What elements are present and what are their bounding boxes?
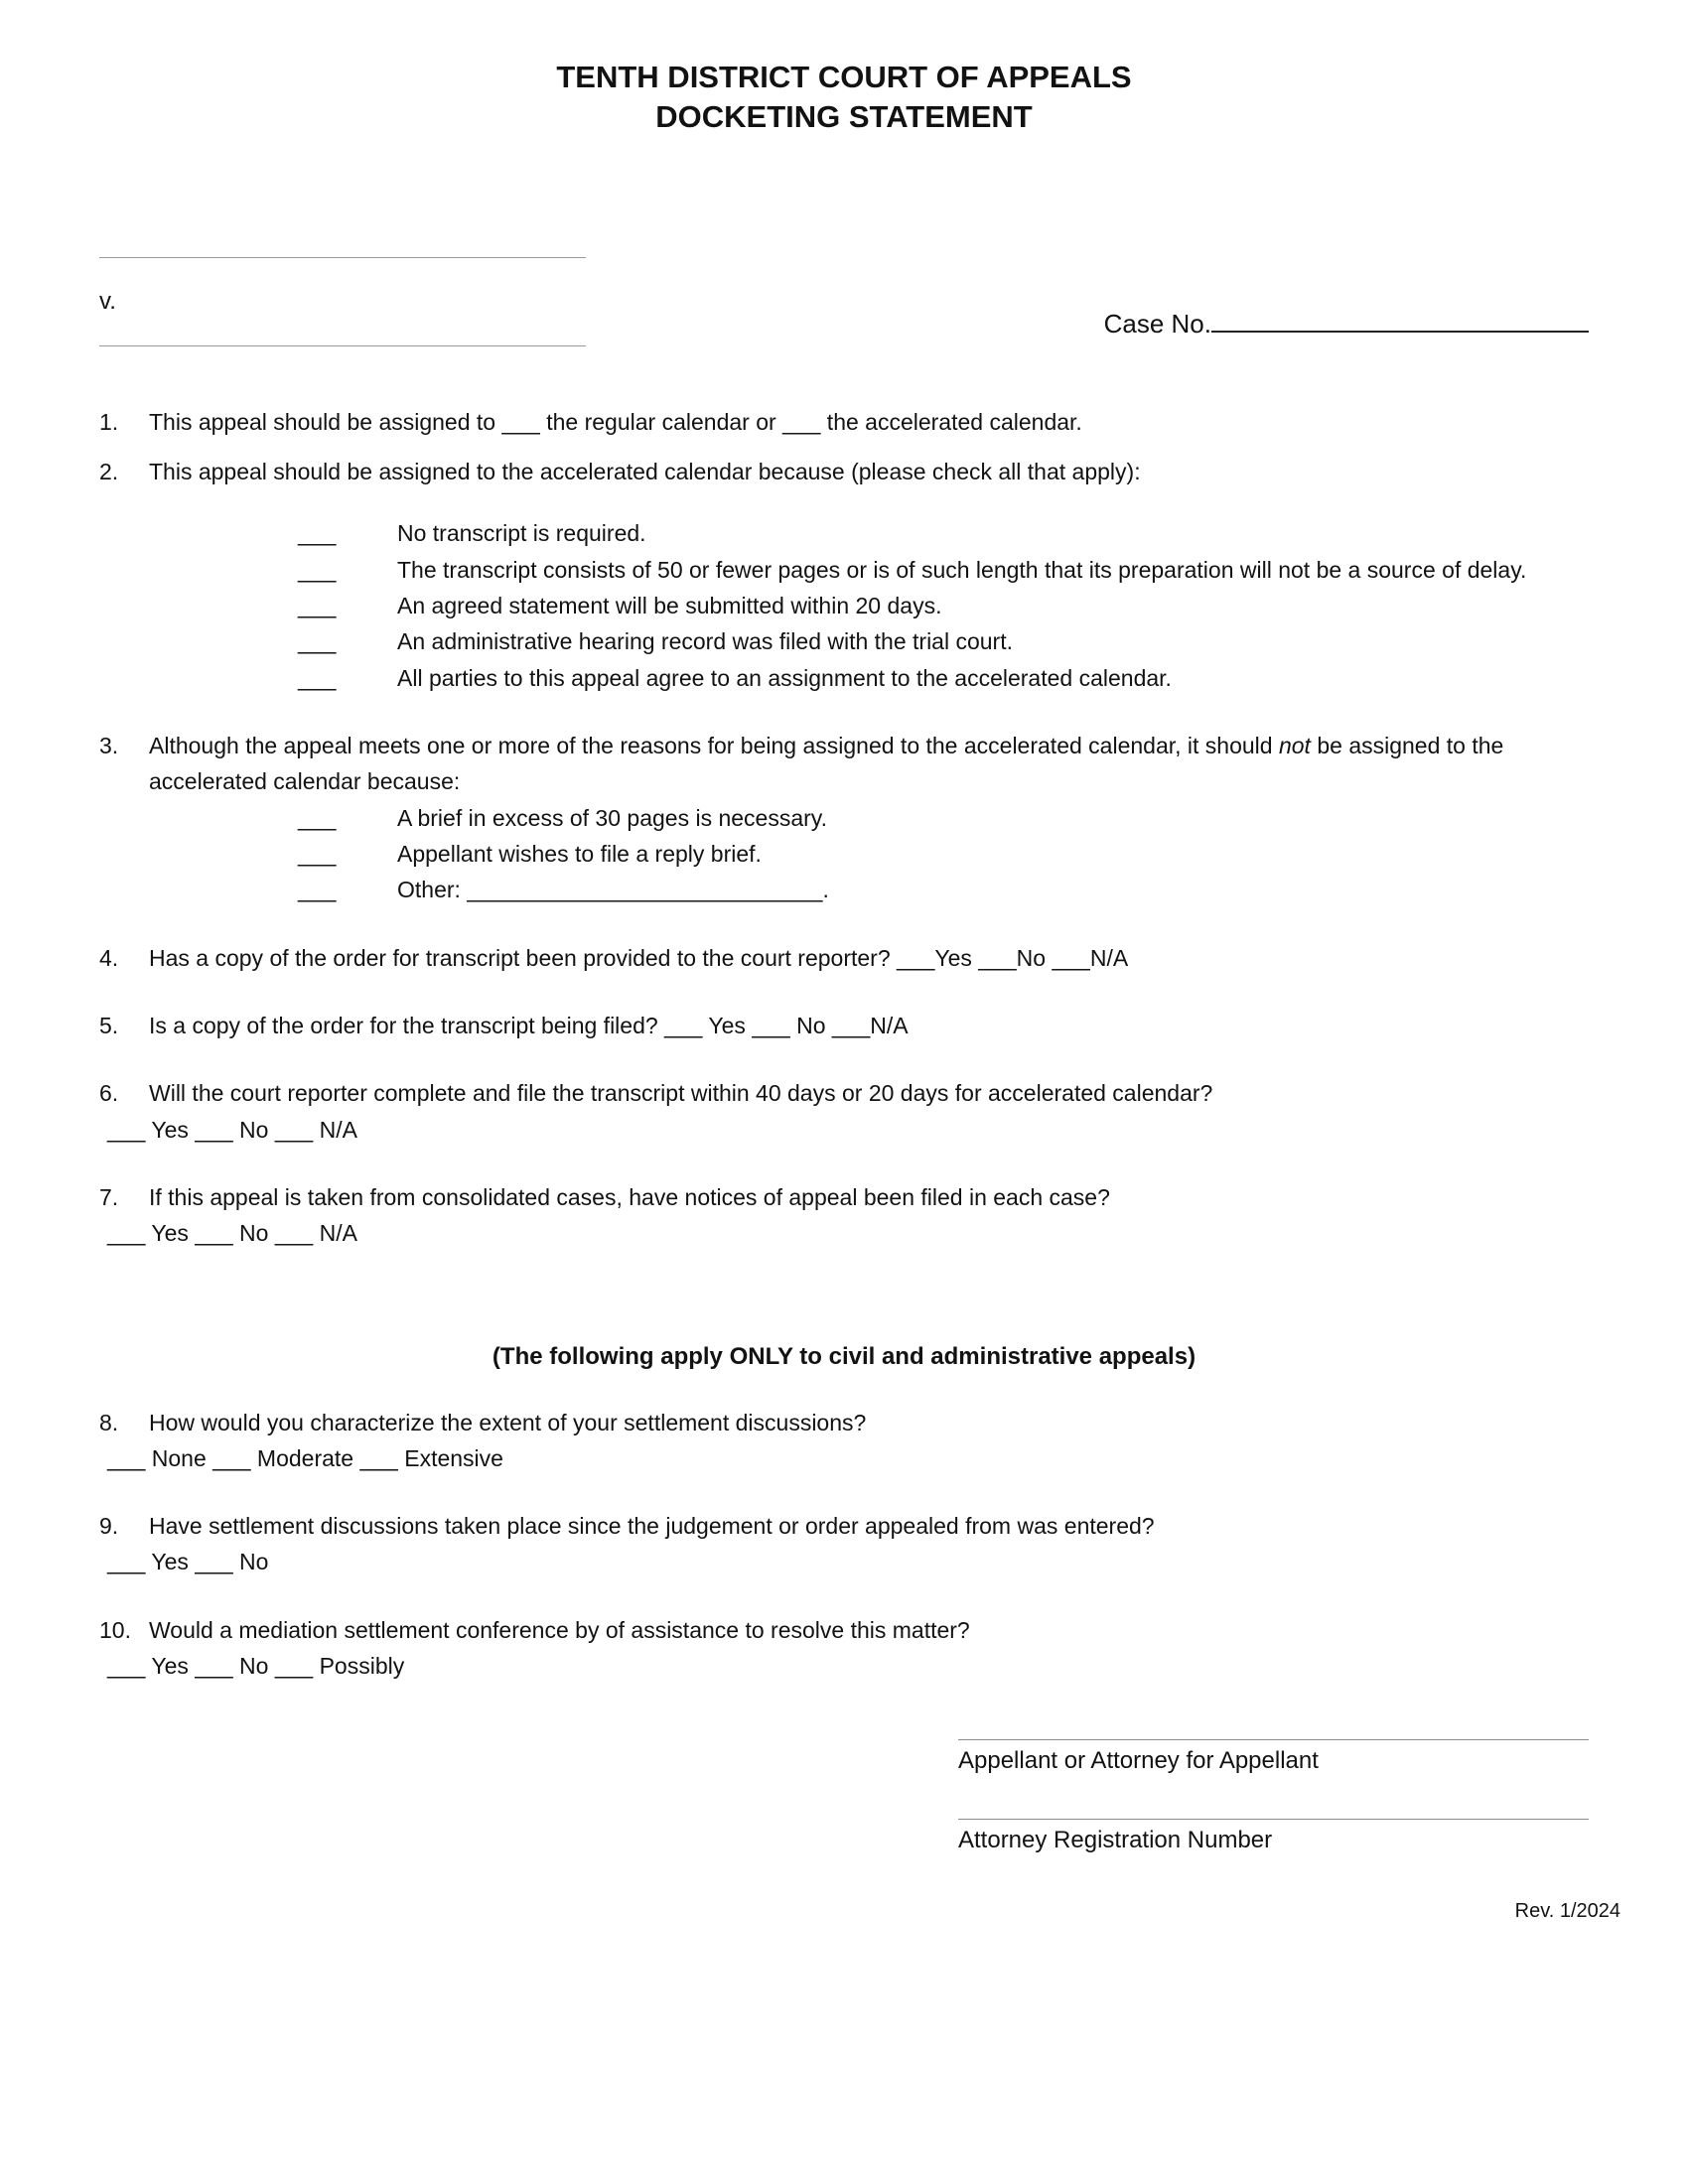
question-10-answers[interactable]: ___ Yes ___ No ___ Possibly (107, 1653, 405, 1680)
question-9 (99, 1508, 1589, 1580)
check-blank[interactable]: ___ (298, 804, 337, 831)
option-label: All parties to this appeal agree to an assignment to the accelerated calendar. (397, 664, 1172, 691)
check-blank[interactable]: ___ (298, 664, 337, 691)
question-5-text: Is a copy of the order for the transcript being filed? ___ Yes ___ No ___N/A (149, 1012, 909, 1038)
case-number-field[interactable] (1211, 309, 1589, 332)
option-label: A brief in excess of 30 pages is necessary. (397, 804, 827, 831)
appellee-name-line[interactable] (99, 345, 586, 346)
question-4 (99, 940, 1589, 976)
revision-date: Rev. 1/2024 (1514, 1900, 1620, 1923)
question-7-number: 7. (99, 1183, 119, 1210)
question-10-text: Would a mediation settlement conference by of assistance to resolve this matter? (149, 1616, 970, 1643)
option-no-transcript (298, 515, 1589, 551)
question-5-number: 5. (99, 1012, 119, 1038)
question-7-answers[interactable]: ___ Yes ___ No ___ N/A (107, 1220, 357, 1247)
option-reply-brief (298, 836, 1589, 872)
question-5 (99, 1008, 1589, 1043)
question-6-text: Will the court reporter complete and file the transcript within 40 days or 20 days for accelerated calendar? (149, 1080, 1213, 1107)
question-7-text: If this appeal is taken from consolidated cases, have notices of appeal been filed in each case? (149, 1183, 1110, 1210)
option-label: Appellant wishes to file a reply brief. (397, 840, 762, 867)
question-1-text: This appeal should be assigned to ___ the regular calendar or ___ the accelerated calendar. (149, 408, 1082, 435)
question-3-text-after: be assigned to the accelerated calendar because: (149, 732, 1504, 795)
case-caption (99, 257, 1589, 346)
question-10-number: 10. (99, 1616, 131, 1643)
option-label: No transcript is required. (397, 520, 646, 547)
case-number-block (1104, 309, 1589, 346)
question-3-number: 3. (99, 732, 119, 758)
question-3 (99, 728, 1589, 908)
question-8-text: How would you characterize the extent of your settlement discussions? (149, 1409, 867, 1435)
option-label: The transcript consists of 50 or fewer pages or is of such length that its preparation will not be a source of delay. (397, 556, 1527, 583)
page-title (99, 58, 1589, 138)
attorney-registration-line[interactable] (958, 1819, 1589, 1820)
question-3-text-italic: not (1278, 732, 1311, 758)
question-2-number: 2. (99, 458, 119, 484)
question-2-options (149, 515, 1589, 696)
question-2 (99, 454, 1589, 696)
signature-block (958, 1739, 1589, 1854)
check-blank[interactable]: ___ (298, 628, 337, 655)
question-3-options (149, 800, 1589, 908)
question-1-number: 1. (99, 408, 119, 435)
appellant-name-line[interactable] (99, 257, 586, 258)
check-blank[interactable]: ___ (298, 556, 337, 583)
attorney-registration-label: Attorney Registration Number (958, 1827, 1273, 1854)
option-label: An agreed statement will be submitted within 20 days. (397, 592, 942, 618)
question-8-answers[interactable]: ___ None ___ Moderate ___ Extensive (107, 1444, 503, 1471)
question-4-text: Has a copy of the order for transcript been provided to the court reporter? ___Yes ___No ___N/A (149, 944, 1129, 971)
question-6-number: 6. (99, 1080, 119, 1107)
question-7 (99, 1179, 1589, 1252)
form-title: DOCKETING STATEMENT (655, 99, 1033, 135)
question-1 (99, 404, 1589, 440)
option-label: Other: ____________________________. (397, 877, 829, 903)
option-agreed-statement (298, 588, 1589, 623)
case-number-label: Case No. (1103, 308, 1211, 339)
versus-label: v. (99, 287, 116, 315)
option-transcript-50-pages (298, 552, 1589, 588)
attorney-registration-group (958, 1819, 1589, 1854)
questions-list (99, 404, 1589, 1685)
question-9-text: Have settlement discussions taken place since the judgement or order appealed from was entered? (149, 1513, 1155, 1540)
question-9-answers[interactable]: ___ Yes ___ No (107, 1549, 269, 1575)
check-blank[interactable]: ___ (298, 840, 337, 867)
civil-appeals-note: (The following apply ONLY to civil and administrative appeals) (492, 1342, 1196, 1370)
option-admin-hearing-record (298, 623, 1589, 659)
option-label: An administrative hearing record was filed with the trial court. (397, 628, 1014, 655)
question-4-number: 4. (99, 944, 119, 971)
appellant-signature-label: Appellant or Attorney for Appellant (958, 1747, 1319, 1775)
option-brief-excess-30-pages (298, 800, 1589, 836)
appellant-signature-group (958, 1739, 1589, 1775)
question-8 (99, 1405, 1589, 1477)
question-10 (99, 1612, 1589, 1685)
parties-block (99, 257, 616, 346)
option-all-parties-agree (298, 660, 1589, 696)
option-other (298, 872, 1589, 907)
check-blank[interactable]: ___ (298, 877, 337, 903)
question-6 (99, 1075, 1589, 1148)
question-3-text-before: Although the appeal meets one or more of the reasons for being assigned to the accelerated calendar, it should (149, 732, 1279, 758)
question-9-number: 9. (99, 1513, 119, 1540)
question-2-text: This appeal should be assigned to the accelerated calendar because (please check all that apply): (149, 458, 1141, 484)
appellant-signature-line[interactable] (958, 1739, 1589, 1740)
question-6-answers[interactable]: ___ Yes ___ No ___ N/A (107, 1116, 357, 1143)
question-8-number: 8. (99, 1409, 119, 1435)
court-title: TENTH DISTRICT COURT OF APPEALS (556, 60, 1132, 94)
check-blank[interactable]: ___ (298, 520, 337, 547)
check-blank[interactable]: ___ (298, 592, 337, 618)
